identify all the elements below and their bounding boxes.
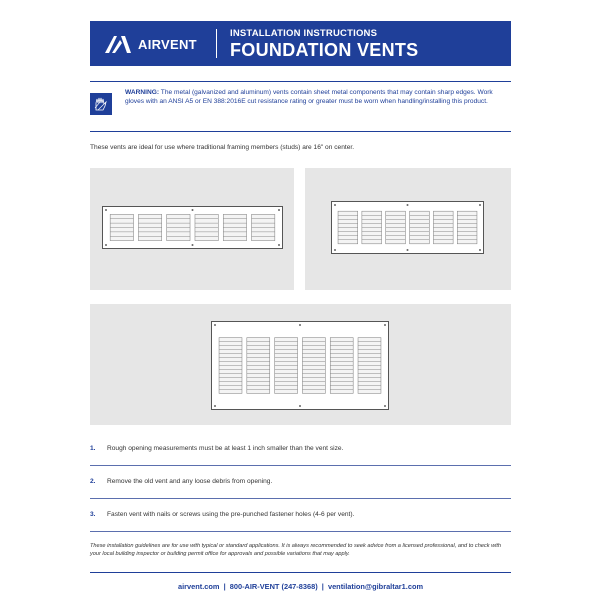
divider [90,81,511,82]
vent-illustration [102,206,283,249]
website-link[interactable]: airvent.com [177,582,220,591]
vent-image-large [90,304,511,425]
step-text: Fasten vent with nails or screws using the pre-punched fastener holes (4-6 per vent). [107,511,355,518]
step-number: 3. [90,511,96,518]
step-text: Remove the old vent and any loose debris from opening. [107,478,273,485]
warning-text [125,88,511,107]
footer-separator: | [223,582,226,591]
header-divider [216,29,217,58]
step-number: 1. [90,445,96,452]
phone-number: 800-AIR-VENT (247-8368) [229,582,318,591]
divider [90,498,511,499]
vent-illustration [211,321,389,410]
safety-glove-icon [90,93,112,115]
footer-separator: | [321,582,324,591]
step-number: 2. [90,478,96,485]
contact-footer [90,582,511,591]
vent-louvers [103,207,282,248]
vent-image-medium [305,168,511,290]
intro-text: These vents are ideal for use where traditional framing members (studs) are 16" on center. [90,144,355,151]
document-title: FOUNDATION VENTS [230,40,419,60]
vent-louvers [212,322,388,409]
step-text: Rough opening measurements must be at least 1 inch smaller than the vent size. [107,445,344,452]
header-banner [90,21,511,66]
divider [90,465,511,466]
disclaimer-note: These installation guidelines are for use with typical or standard applications. It is always recommended to seek advice from a licensed professional, and to check with your local building inspector or building permit office for approvals and possible variations that may apply. [90,543,502,558]
vent-louvers [332,202,483,253]
email-link[interactable]: ventilation@gibraltar1.com [327,582,424,591]
airvent-logo [104,34,204,54]
logo-text: AIRVENT [138,36,197,52]
divider [90,531,511,532]
airvent-logo-icon [104,34,134,54]
divider [90,572,511,573]
document-subtitle: INSTALLATION INSTRUCTIONS [230,28,378,39]
divider [90,131,511,132]
vent-image-small [90,168,294,290]
warning-label: WARNING: [125,89,160,96]
warning-body: The metal (galvanized and aluminum) vents contain sheet metal components that may contain sharp edges. Work gloves with an ANSI A5 or EN 388:2016E cut resistance rating or greater must be worn when handling/installing this product. [125,89,493,106]
vent-illustration [331,201,484,254]
